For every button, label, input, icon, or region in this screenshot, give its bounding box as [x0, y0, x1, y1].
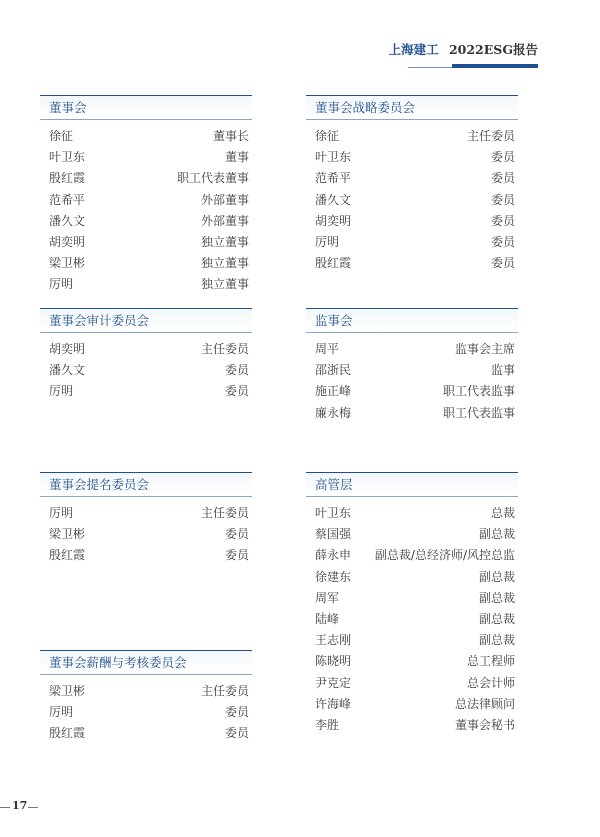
member-role: 委员: [224, 363, 249, 378]
member-name: 厉明: [49, 705, 74, 720]
member-row: [40, 189, 252, 210]
member-name: 殷红霞: [49, 548, 86, 563]
section-remuneration-committee: [40, 650, 252, 744]
member-row: [306, 502, 518, 523]
member-name: 范希平: [315, 171, 352, 186]
member-name: 厉明: [49, 277, 74, 292]
member-role: 委员: [224, 527, 249, 542]
member-role: 总裁: [490, 506, 515, 521]
member-role: 董事会秘书: [454, 717, 515, 732]
member-name: 邵浙民: [315, 363, 352, 378]
member-name: 梁卫彬: [49, 527, 86, 542]
member-name: 蔡国强: [315, 527, 352, 542]
member-role: 董事长: [212, 129, 249, 144]
section-executives: [306, 472, 518, 735]
member-role: 副总裁: [478, 590, 515, 605]
member-row: [306, 714, 518, 735]
member-role: 委员: [490, 256, 515, 271]
member-name: 徐建东: [315, 569, 352, 584]
member-role: 主任委员: [200, 342, 249, 357]
member-row: [40, 273, 252, 294]
member-row: [40, 680, 252, 701]
member-row: [306, 587, 518, 608]
member-name: 尹克定: [315, 675, 352, 690]
page-header: [0, 0, 600, 70]
member-name: 梁卫彬: [49, 684, 86, 699]
member-row: [306, 359, 518, 380]
member-row: [306, 672, 518, 693]
page-number: 17: [12, 799, 28, 812]
member-role: 委员: [490, 235, 515, 250]
member-role: 委员: [224, 548, 249, 563]
member-row: [40, 380, 252, 401]
member-role: 委员: [490, 171, 515, 186]
member-row: [306, 523, 518, 544]
section-strategy-committee: [306, 95, 518, 273]
member-row: [306, 125, 518, 146]
member-row: [306, 252, 518, 273]
member-row: [306, 566, 518, 587]
member-name: 殷红霞: [315, 256, 352, 271]
member-row: [306, 210, 518, 231]
member-name: 潘久文: [315, 192, 352, 207]
member-row: [40, 701, 252, 722]
member-name: 潘久文: [49, 213, 86, 228]
member-row: [40, 146, 252, 167]
member-row: [40, 523, 252, 544]
report-brand: [389, 40, 538, 58]
member-name: 王志刚: [315, 633, 352, 648]
section-title: 监事会: [306, 308, 518, 333]
section-title: 高管层: [306, 472, 518, 497]
member-row: [40, 544, 252, 565]
member-row: [306, 380, 518, 401]
member-role: 总工程师: [466, 654, 515, 669]
member-role: 职工代表监事: [442, 405, 515, 420]
member-role: 主任委员: [200, 506, 249, 521]
member-role: 外部董事: [200, 192, 249, 207]
section-title: 董事会薪酬与考核委员会: [40, 650, 252, 675]
member-role: 副总裁: [478, 569, 515, 584]
company-name: 上海建工: [388, 42, 439, 57]
report-title: 2022ESG报告: [448, 42, 538, 57]
section-title: 董事会战略委员会: [306, 95, 518, 120]
member-name: 陆峰: [315, 612, 340, 627]
member-name: 殷红霞: [49, 726, 86, 741]
member-list: [40, 125, 252, 295]
member-role: 总会计师: [466, 675, 515, 690]
member-row: [40, 359, 252, 380]
member-role: 副总裁/总经济师/风控总监: [374, 548, 515, 563]
member-row: [306, 544, 518, 565]
member-name: 许海峰: [315, 696, 352, 711]
member-row: [306, 693, 518, 714]
footer-rule-right: [28, 807, 38, 808]
member-role: 委员: [224, 384, 249, 399]
member-row: [40, 210, 252, 231]
member-name: 厉明: [49, 506, 74, 521]
member-row: [306, 402, 518, 423]
member-role: 总法律顾问: [454, 696, 515, 711]
header-accent-bar: [452, 64, 538, 68]
member-row: [40, 722, 252, 743]
member-name: 潘久文: [49, 363, 86, 378]
member-row: [40, 502, 252, 523]
member-row: [306, 231, 518, 252]
member-row: [306, 629, 518, 650]
member-list: [306, 125, 518, 273]
member-list: [306, 338, 518, 423]
member-role: 职工代表董事: [176, 171, 249, 186]
member-name: 叶卫东: [315, 150, 352, 165]
member-row: [306, 650, 518, 671]
member-name: 叶卫东: [49, 150, 86, 165]
member-name: 厉明: [49, 384, 74, 399]
member-role: 副总裁: [478, 633, 515, 648]
member-name: 徐征: [49, 129, 74, 144]
member-role: 委员: [490, 150, 515, 165]
section-title: 董事会提名委员会: [40, 472, 252, 497]
member-name: 梁卫彬: [49, 256, 86, 271]
member-list: [40, 502, 252, 566]
member-row: [40, 125, 252, 146]
member-name: 陈晓明: [315, 654, 352, 669]
member-row: [306, 167, 518, 188]
member-name: 胡奕明: [49, 235, 86, 250]
member-name: 施正峰: [315, 384, 352, 399]
member-row: [306, 146, 518, 167]
member-name: 周军: [315, 590, 340, 605]
member-list: [40, 680, 252, 744]
member-role: 副总裁: [478, 527, 515, 542]
member-list: [306, 502, 518, 735]
member-name: 厉明: [315, 235, 340, 250]
member-row: [306, 338, 518, 359]
member-row: [40, 338, 252, 359]
member-name: 殷红霞: [49, 171, 86, 186]
footer-rule-left: [0, 807, 10, 808]
member-name: 徐征: [315, 129, 340, 144]
member-row: [40, 252, 252, 273]
member-role: 董事: [224, 150, 249, 165]
member-role: 委员: [224, 726, 249, 741]
member-name: 周平: [315, 342, 340, 357]
member-role: 独立董事: [200, 235, 249, 250]
section-nomination-committee: [40, 472, 252, 566]
section-audit-committee: [40, 308, 252, 402]
section-title: 董事会审计委员会: [40, 308, 252, 333]
member-role: 主任委员: [466, 129, 515, 144]
section-title: 董事会: [40, 95, 252, 120]
member-role: 委员: [490, 213, 515, 228]
member-row: [306, 189, 518, 210]
member-name: 薛永申: [315, 548, 352, 563]
member-role: 主任委员: [200, 684, 249, 699]
member-row: [40, 231, 252, 252]
member-name: 胡奕明: [49, 342, 86, 357]
member-role: 独立董事: [200, 277, 249, 292]
member-name: 叶卫东: [315, 506, 352, 521]
member-name: 廉永梅: [315, 405, 352, 420]
member-row: [306, 608, 518, 629]
member-role: 委员: [224, 705, 249, 720]
member-role: 监事: [490, 363, 515, 378]
member-role: 职工代表监事: [442, 384, 515, 399]
member-name: 范希平: [49, 192, 86, 207]
member-role: 独立董事: [200, 256, 249, 271]
member-role: 外部董事: [200, 213, 249, 228]
member-name: 李胜: [315, 717, 340, 732]
member-role: 副总裁: [478, 612, 515, 627]
member-role: 委员: [490, 192, 515, 207]
section-supervisory-board: [306, 308, 518, 423]
page-footer: [0, 799, 60, 815]
member-row: [40, 167, 252, 188]
member-name: 胡奕明: [315, 213, 352, 228]
member-list: [40, 338, 252, 402]
member-role: 监事会主席: [454, 342, 515, 357]
section-board: [40, 95, 252, 295]
